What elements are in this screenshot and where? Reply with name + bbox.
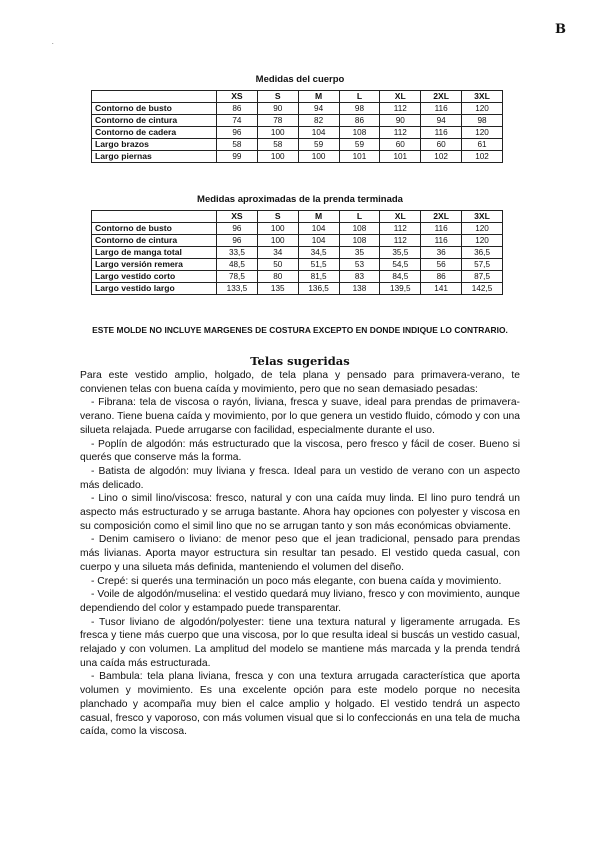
cell-value: 83	[339, 271, 380, 283]
size-header: XS	[217, 211, 258, 223]
body-measurements-title: Medidas del cuerpo	[255, 74, 345, 85]
cell-value: 100	[257, 151, 298, 163]
cell-value: 58	[257, 139, 298, 151]
cell-value: 142,5	[462, 283, 503, 295]
cell-value: 34,5	[298, 247, 339, 259]
cell-value: 141	[421, 283, 462, 295]
cell-value: 94	[298, 103, 339, 115]
cell-value: 102	[421, 151, 462, 163]
fabrics-intro: Para este vestido amplio, holgado, de tela plana y pensado para primavera-verano, te convienen telas con buena caída y movimiento, pero que no sean demasiado pesadas:	[80, 370, 520, 395]
size-header: XS	[217, 91, 258, 103]
cell-value: 86	[339, 115, 380, 127]
row-label: Contorno de busto	[92, 103, 217, 115]
cell-value: 61	[462, 139, 503, 151]
cell-value: 100	[257, 127, 298, 139]
fabric-item: - Crepé: si querés una terminación un poco más elegante, con buena caída y movimiento.	[91, 575, 502, 587]
cell-value: 96	[217, 127, 258, 139]
header-corner	[92, 91, 217, 103]
cell-value: 86	[421, 271, 462, 283]
cell-value: 59	[339, 139, 380, 151]
cell-value: 60	[380, 139, 421, 151]
cell-value: 34	[257, 247, 298, 259]
table-row	[92, 139, 503, 151]
fabric-item: - Fibrana: tela de viscosa o rayón, liviana, fresca y suave, ideal para prendas de primavera-verano. Tiene buena caída y movimiento, por lo que genera un vestido fluido, cómodo y con una silueta relajada. Puede arrugarse con facilidad, especialmente durante el uso.	[80, 397, 520, 436]
size-header: 2XL	[421, 91, 462, 103]
cell-value: 56	[421, 259, 462, 271]
fabric-item: - Denim camisero o liviano: de menor peso que el jean tradicional, pensado para prendas más livianas. Aporta mayor estructura sin resultar tan pesado. El vestido queda casual, con cuerpo y una silueta más definida, manteniendo el volumen del diseño.	[80, 534, 520, 573]
row-label: Contorno de cintura	[92, 115, 217, 127]
size-header: L	[339, 91, 380, 103]
cell-value: 90	[380, 115, 421, 127]
garment-measurements-table	[91, 210, 503, 295]
cell-value: 108	[339, 223, 380, 235]
cell-value: 112	[380, 127, 421, 139]
row-label: Contorno de cintura	[92, 235, 217, 247]
page-letter: B	[555, 22, 566, 37]
size-header: M	[298, 211, 339, 223]
size-header: XL	[380, 211, 421, 223]
cell-value: 50	[257, 259, 298, 271]
cell-value: 58	[217, 139, 258, 151]
cell-value: 90	[257, 103, 298, 115]
cell-value: 100	[257, 235, 298, 247]
table-header-row	[92, 91, 503, 103]
cell-value: 87,5	[462, 271, 503, 283]
cell-value: 53	[339, 259, 380, 271]
cell-value: 98	[339, 103, 380, 115]
table-row	[92, 127, 503, 139]
fabric-item: - Poplín de algodón: más estructurado que la viscosa, pero fresco y fácil de coser. Bueno si querés que conserve más la forma.	[80, 438, 520, 464]
row-label: Largo de manga total	[92, 247, 217, 259]
row-label: Contorno de busto	[92, 223, 217, 235]
cell-value: 112	[380, 235, 421, 247]
fabric-item: - Lino o simil lino/viscosa: fresco, natural y con una caída muy linda. El lino puro tendrá un aspecto más estructurado y se arruga bastante. Ahora hay opciones con polyester y viscosa en su composición como el simil lino que no se arrugan tanto y son más económicas obviamente.	[80, 493, 520, 532]
cell-value: 94	[421, 115, 462, 127]
fabric-item: - Tusor liviano de algodón/polyester: tiene una textura natural y ligeramente arrugada. Es fresca y tiene más cuerpo que una viscosa, por lo que resulta ideal si buscás un vestido casual, relajado y con volumen. La amplitud del modelo se mantiene más marcada y la prenda tendrá una caída más estructurada.	[80, 616, 520, 669]
cell-value: 116	[421, 103, 462, 115]
table-row	[92, 271, 503, 283]
cell-value: 100	[257, 223, 298, 235]
cell-value: 138	[339, 283, 380, 295]
fabric-item: - Bambula: tela plana liviana, fresca y con una textura arrugada característica que aporta volumen y movimiento. Es una excelente opción para este modelo porque no necesita planchado y acompaña muy bien el calce amplio y holgado. El vestido tendrá un aspecto casual, fresco y vaporoso, con más volumen visual que si lo confeccionás en una tela de mucha caída, como la viscosa.	[80, 671, 520, 738]
table-row	[92, 151, 503, 163]
cell-value: 36,5	[462, 247, 503, 259]
size-header: S	[257, 91, 298, 103]
cell-value: 82	[298, 115, 339, 127]
cell-value: 57,5	[462, 259, 503, 271]
garment-measurements-title: Medidas aproximadas de la prenda terminada	[197, 194, 403, 205]
fabrics-text	[80, 369, 520, 739]
cell-value: 35,5	[380, 247, 421, 259]
cell-value: 100	[298, 151, 339, 163]
table-header-row	[92, 211, 503, 223]
cell-value: 120	[462, 235, 503, 247]
cell-value: 48,5	[217, 259, 258, 271]
cell-value: 136,5	[298, 283, 339, 295]
cell-value: 74	[217, 115, 258, 127]
fabric-item: - Voile de algodón/muselina: el vestido quedará muy liviano, fresco y con movimiento, aunque dependiendo del color y estampado puede transparentar.	[80, 589, 520, 614]
cell-value: 96	[217, 235, 258, 247]
cell-value: 135	[257, 283, 298, 295]
cell-value: 86	[217, 103, 258, 115]
page-mark: .	[52, 40, 54, 46]
header-corner	[92, 211, 217, 223]
cell-value: 104	[298, 235, 339, 247]
table-row	[92, 235, 503, 247]
table-row	[92, 283, 503, 295]
table-row	[92, 247, 503, 259]
cell-value: 139,5	[380, 283, 421, 295]
cell-value: 116	[421, 235, 462, 247]
size-header: L	[339, 211, 380, 223]
cell-value: 116	[421, 223, 462, 235]
table-row	[92, 259, 503, 271]
size-header: M	[298, 91, 339, 103]
size-header: 3XL	[462, 91, 503, 103]
cell-value: 101	[339, 151, 380, 163]
cell-value: 101	[380, 151, 421, 163]
cell-value: 98	[462, 115, 503, 127]
cell-value: 120	[462, 127, 503, 139]
cell-value: 133,5	[217, 283, 258, 295]
cell-value: 112	[380, 103, 421, 115]
cell-value: 96	[217, 223, 258, 235]
row-label: Largo vestido largo	[92, 283, 217, 295]
size-header: 3XL	[462, 211, 503, 223]
cell-value: 60	[421, 139, 462, 151]
row-label: Largo versión remera	[92, 259, 217, 271]
row-label: Largo vestido corto	[92, 271, 217, 283]
row-label: Largo brazos	[92, 139, 217, 151]
cell-value: 33,5	[217, 247, 258, 259]
cell-value: 120	[462, 103, 503, 115]
cell-value: 59	[298, 139, 339, 151]
row-label: Largo piernas	[92, 151, 217, 163]
cell-value: 35	[339, 247, 380, 259]
size-header: S	[257, 211, 298, 223]
cell-value: 78	[257, 115, 298, 127]
cell-value: 84,5	[380, 271, 421, 283]
fabric-item: - Batista de algodón: muy liviana y fresca. Ideal para un vestido de verano con un aspecto más delicado.	[80, 465, 520, 491]
cell-value: 80	[257, 271, 298, 283]
cell-value: 104	[298, 223, 339, 235]
seam-allowance-notice: ESTE MOLDE NO INCLUYE MARGENES DE COSTURA EXCEPTO EN DONDE INDIQUE LO CONTRARIO.	[92, 325, 508, 335]
cell-value: 36	[421, 247, 462, 259]
cell-value: 120	[462, 223, 503, 235]
cell-value: 108	[339, 127, 380, 139]
row-label: Contorno de cadera	[92, 127, 217, 139]
cell-value: 99	[217, 151, 258, 163]
table-row	[92, 103, 503, 115]
cell-value: 51,5	[298, 259, 339, 271]
cell-value: 81,5	[298, 271, 339, 283]
cell-value: 104	[298, 127, 339, 139]
fabrics-heading: Telas sugeridas	[250, 354, 350, 368]
size-header: XL	[380, 91, 421, 103]
body-measurements-table	[91, 90, 503, 163]
cell-value: 112	[380, 223, 421, 235]
table-row	[92, 223, 503, 235]
size-header: 2XL	[421, 211, 462, 223]
cell-value: 78,5	[217, 271, 258, 283]
cell-value: 108	[339, 235, 380, 247]
cell-value: 116	[421, 127, 462, 139]
cell-value: 102	[462, 151, 503, 163]
table-row	[92, 115, 503, 127]
cell-value: 54,5	[380, 259, 421, 271]
